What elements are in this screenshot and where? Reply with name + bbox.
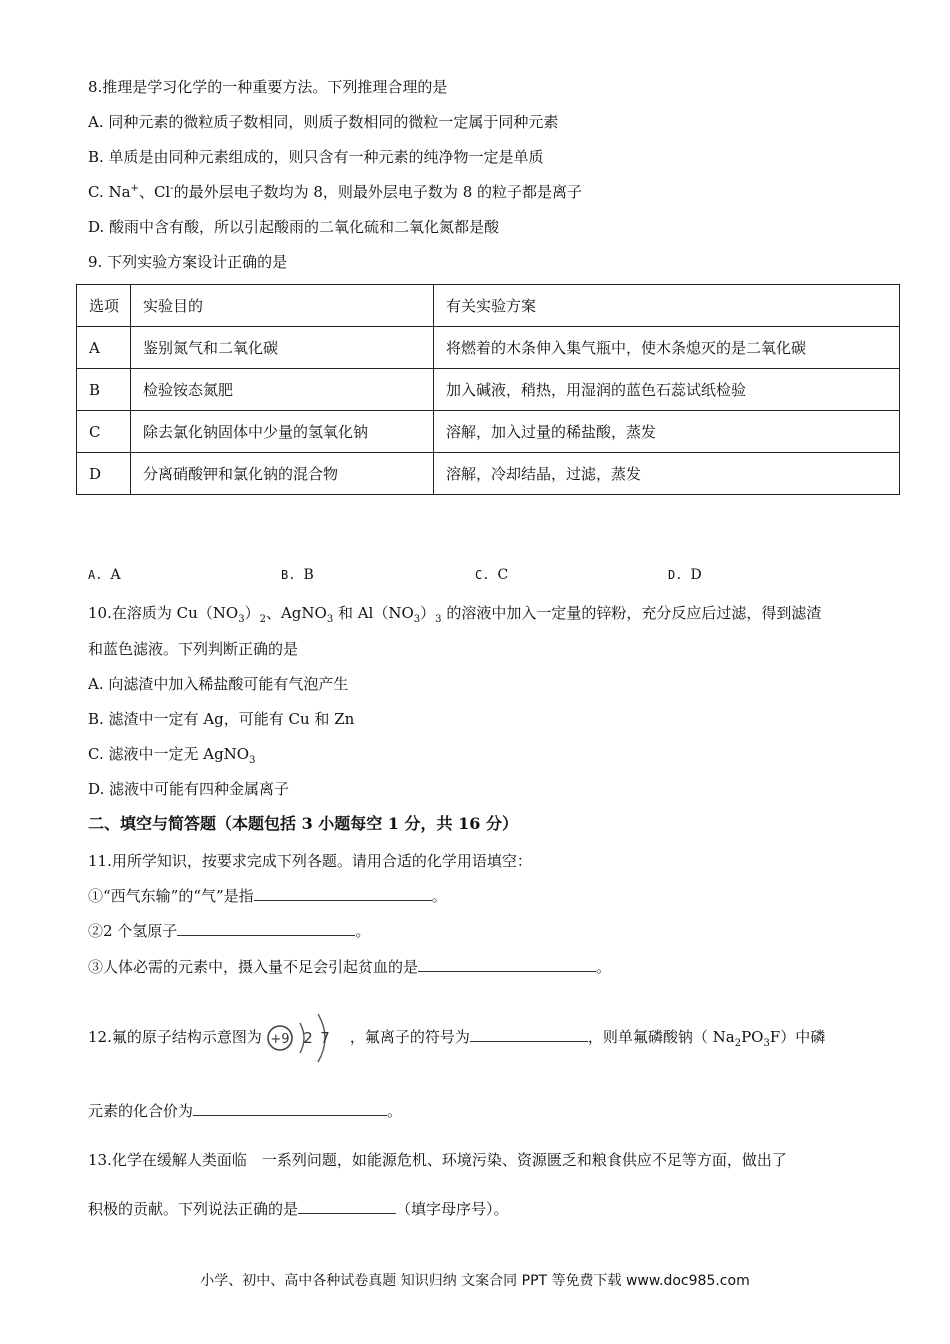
q11-text: 。 [431, 887, 447, 905]
page-footer: 小学、初中、高中各种试卷真题 知识归纳 文案合同 PPT 等免费下载 www.doc985.com [200, 1273, 750, 1289]
q11-item-2 [88, 921, 370, 941]
q12-text: PO [741, 1028, 764, 1046]
table-row [77, 453, 900, 495]
table-cell: 溶解，冷却结晶，过滤，蒸发 [434, 453, 900, 495]
q12-text: ，氟离子的符号为 [349, 1028, 470, 1046]
q8-c-text: 、Cl [138, 183, 171, 201]
table-cell: 除去氯化钠固体中少量的氢氧化钠 [131, 411, 434, 453]
table-cell: 鉴别氮气和二氧化碳 [131, 327, 434, 369]
choice-value: B [303, 567, 314, 583]
q13-line2 [88, 1199, 509, 1219]
subscript: 2 [734, 1038, 742, 1049]
q11-stem: 11.用所学知识，按要求完成下列各题。请用合适的化学用语填空： [88, 852, 532, 870]
table-header: 选项 [77, 285, 131, 327]
q10-text: 、AgNO [265, 604, 327, 622]
table-cell: 溶解，加入过量的稀盐酸，蒸发 [434, 411, 900, 453]
subscript: 3 [238, 614, 245, 625]
q10-text: 10.在溶质为 Cu（NO [88, 604, 239, 622]
q9-choice-d [668, 567, 702, 583]
q10-text: 的溶液中加入一定量的锌粉，充分反应后过滤，得到滤渣 [441, 604, 822, 622]
q12-line1 [88, 1010, 825, 1065]
q8-stem: 8.推理是学习化学的一种重要方法。下列推理合理的是 [88, 78, 448, 96]
q10-text: ） [244, 604, 260, 622]
q10-text: ） [420, 604, 436, 622]
q10-c-text: C. 滤液中一定无 AgNO [88, 745, 250, 763]
q8-option-a: A. 同种元素的微粒质子数相同，则质子数相同的微粒一定属于同种元素 [88, 113, 559, 131]
choice-key: C. [475, 568, 490, 582]
q12-text: 。 [387, 1102, 403, 1120]
q11-item-1 [88, 886, 447, 906]
answer-blank[interactable] [177, 921, 355, 936]
q9-choice-a [88, 567, 121, 583]
q12-text: 12.氟的原子结构示意图为 [88, 1028, 262, 1046]
subscript: 3 [763, 1038, 770, 1049]
q11-text: ②2 个氢原子 [88, 922, 178, 940]
q10-option-b: B. 滤渣中一定有 Ag，可能有 Cu 和 Zn [88, 710, 355, 728]
choice-value: C [497, 567, 509, 583]
q10-option-c [88, 744, 255, 764]
q9-choice-b [281, 567, 314, 583]
q8-option-b: B. 单质是由同种元素组成的，则只含有一种元素的纯净物一定是单质 [88, 148, 544, 166]
nucleus-charge: +9 [270, 1032, 290, 1047]
table-cell: 分离硝酸钾和氯化钠的混合物 [131, 453, 434, 495]
experiment-table [76, 284, 900, 495]
table-cell: A [77, 327, 131, 369]
q10-option-d: D. 滤液中可能有四种金属离子 [88, 780, 290, 798]
table-cell: 加入碱液，稍热，用湿润的蓝色石蕊试纸检验 [434, 369, 900, 411]
q10-text: 和 Al（NO [333, 604, 414, 622]
charge-sup: + [130, 183, 139, 194]
table-cell: D [77, 453, 131, 495]
q12-text: 元素的化合价为 [88, 1102, 194, 1120]
table-row [77, 369, 900, 411]
charge-sup: - [170, 183, 174, 194]
table-cell: B [77, 369, 131, 411]
subscript: 3 [326, 614, 334, 625]
q13-text: （填字母序号）。 [396, 1200, 509, 1218]
answer-blank[interactable] [298, 1199, 396, 1214]
q11-text: 。 [596, 958, 612, 976]
q9-choice-c [475, 567, 508, 583]
choice-value: D [690, 567, 702, 583]
q10-stem-line1 [88, 603, 821, 623]
table-cell: C [77, 411, 131, 453]
shell-1-electrons: 2 [303, 1029, 313, 1047]
answer-blank[interactable] [193, 1101, 387, 1116]
q11-text: ③人体必需的元素中，摄入量不足会引起贫血的是 [88, 958, 419, 976]
q8-option-d: D. 酸雨中含有酸，所以引起酸雨的二氧化硫和二氧化氮都是酸 [88, 218, 500, 236]
choice-key: A. [88, 568, 103, 582]
q10-stem-line2: 和蓝色滤液。下列判断正确的是 [88, 640, 299, 658]
choice-key: D. [668, 568, 683, 582]
answer-blank[interactable] [254, 886, 432, 901]
q10-option-a: A. 向滤渣中加入稀盐酸可能有气泡产生 [88, 675, 349, 693]
answer-blank[interactable] [418, 957, 596, 972]
q11-item-3 [88, 957, 611, 977]
table-header: 实验目的 [131, 285, 434, 327]
q13-line1: 13.化学在缓解人类面临 一系列问题，如能源危机、环境污染、资源匮乏和粮食供应不足等方面，做出了 [88, 1151, 787, 1169]
shell-2-electrons: 7 [320, 1029, 330, 1047]
section-heading: 二、填空与简答题（本题包括 3 小题每空 1 分，共 16 分） [88, 814, 518, 833]
q12-text: ，则单氟磷酸钠（ Na [587, 1028, 735, 1046]
q8-option-c [88, 182, 582, 202]
table-header: 有关实验方案 [434, 285, 900, 327]
q8-c-text: C. Na [88, 183, 131, 201]
table-cell: 将燃着的木条伸入集气瓶中，使木条熄灭的是二氧化碳 [434, 327, 900, 369]
q13-text: 积极的贡献。下列说法正确的是 [88, 1200, 299, 1218]
q8-c-text: 的最外层电子数均为 8，则最外层电子数为 8 的粒子都是离子 [173, 183, 583, 201]
table-row [77, 411, 900, 453]
subscript: 3 [249, 755, 256, 766]
q12-line2 [88, 1101, 402, 1121]
choice-value: A [110, 567, 121, 583]
subscript: 3 [435, 614, 442, 625]
q12-text: F）中磷 [769, 1028, 826, 1046]
q9-stem: 9. 下列实验方案设计正确的是 [88, 253, 288, 271]
table-cell: 检验铵态氮肥 [131, 369, 434, 411]
q11-text: ①“西气东输”的“气”是指 [88, 887, 254, 905]
table-row [77, 327, 900, 369]
answer-blank[interactable] [470, 1027, 588, 1042]
subscript: 2 [259, 614, 266, 625]
q11-text: 。 [355, 922, 371, 940]
atom-structure-diagram [266, 1011, 346, 1065]
table-header-row [77, 285, 900, 327]
choice-key: B. [281, 568, 296, 582]
subscript: 3 [413, 614, 421, 625]
